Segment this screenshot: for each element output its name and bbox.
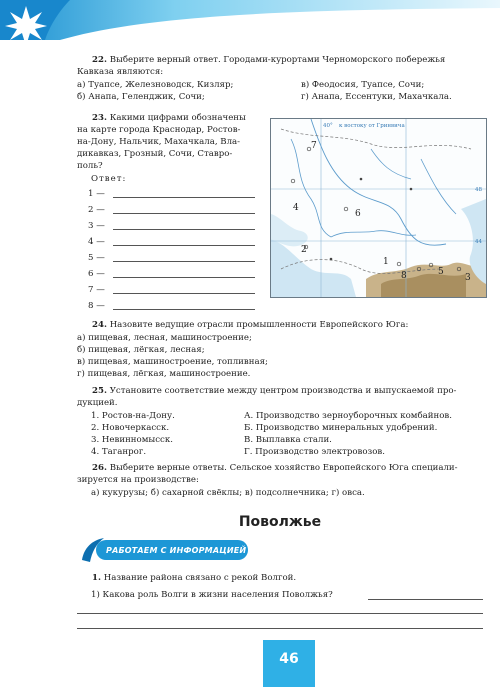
answer-line-4[interactable] — [113, 245, 255, 246]
q25-right-d: Г. Производство электровозов. — [244, 447, 385, 457]
info-banner-text: РАБОТАЕМ С ИНФОРМАЦИЕЙ — [106, 546, 247, 555]
q22-option-c: в) Феодосия, Туапсе, Сочи; — [301, 80, 425, 90]
map-number-8: 8 — [401, 271, 407, 281]
section-title: Поволжье — [238, 514, 322, 530]
map-deg-right1: 48 — [475, 187, 482, 193]
answer-line-8[interactable] — [113, 309, 255, 310]
q23-line1: 23. Какими цифрами обозначены — [92, 113, 246, 123]
map-number-2: 2 — [301, 245, 307, 255]
q25-line2: дукцией. — [77, 398, 118, 408]
map-number-3: 3 — [465, 273, 471, 283]
q25-line1: 25. Установите соответствие между центром производства и выпускаемой про- — [92, 386, 457, 396]
answer-num-6: 6 — — [88, 269, 105, 279]
q25-right-b: Б. Производство минеральных удобрений. — [244, 423, 438, 433]
q22-line2: Кавказа являются: — [77, 67, 164, 77]
answer-line-1[interactable] — [113, 197, 255, 198]
q24-option-a: а) пищевая, лесная, машиностроение; — [77, 333, 252, 343]
task1-answer-line-3[interactable] — [77, 628, 483, 629]
task1-q1: 1) Какова роль Волги в жизни населения Поволжья? — [91, 590, 333, 600]
answer-num-8: 8 — — [88, 301, 105, 311]
page-number: 46 — [279, 651, 299, 667]
task1-answer-line-1[interactable] — [368, 599, 483, 600]
q26-line1: 26. Выберите верные ответы. Сельское хозяйство Европейского Юга специали- — [92, 463, 458, 473]
q26-line2: зируется на производстве: — [77, 475, 199, 485]
q25-left-1: 1. Ростов-на-Дону. — [91, 411, 175, 421]
q24-option-b: б) пищевая, лёгкая, лесная; — [77, 345, 205, 355]
q25-left-2: 2. Новочеркасск. — [91, 423, 170, 433]
q23-line4: дикавказ, Грозный, Сочи, Ставро- — [77, 149, 233, 159]
q25-right-c: В. Выплавка стали. — [244, 435, 332, 445]
answer-line-7[interactable] — [113, 293, 255, 294]
q25-left-3: 3. Невинномысск. — [91, 435, 173, 445]
answer-line-2[interactable] — [113, 213, 255, 214]
map-south-russia — [270, 118, 487, 298]
answer-num-4: 4 — — [88, 237, 105, 247]
answer-num-1: 1 — — [88, 189, 105, 199]
map-number-7: 7 — [311, 141, 317, 151]
q23-line2: на карте города Краснодар, Ростов- — [77, 125, 241, 135]
map-number-1: 1 — [383, 257, 389, 267]
map-number-5: 5 — [438, 267, 444, 277]
q22-option-b: б) Анапа, Геленджик, Сочи; — [77, 92, 205, 102]
task1-line1: 1. Название района связано с рекой Волгой. — [92, 573, 297, 583]
answer-num-2: 2 — — [88, 205, 105, 215]
q22-option-d: г) Анапа, Ессентуки, Махачкала. — [301, 92, 452, 102]
q23-line3: на-Дону, Нальчик, Махачкала, Вла- — [77, 137, 241, 147]
q22-option-a: а) Туапсе, Железноводск, Кизляр; — [77, 80, 234, 90]
q24-option-d: г) пищевая, лёгкая, машиностроение. — [77, 369, 251, 379]
q22-line1: 22. Выберите верный ответ. Городами-курортами Черноморского побережья — [92, 55, 446, 65]
map-deg-right2: 44 — [475, 239, 482, 245]
answer-line-5[interactable] — [113, 261, 255, 262]
star-icon — [4, 4, 48, 48]
q24-line1: 24. Назовите ведущие отрасли промышленности Европейского Юга: — [92, 320, 409, 330]
map-number-4: 4 — [293, 203, 299, 213]
answer-line-3[interactable] — [113, 229, 255, 230]
q23-line5: поль? — [77, 161, 103, 171]
answer-num-7: 7 — — [88, 285, 105, 295]
q25-right-a: А. Производство зерноуборочных комбайнов. — [244, 411, 452, 421]
map-number-6: 6 — [355, 209, 361, 219]
q25-left-4: 4. Таганрог. — [91, 447, 147, 457]
answer-line-6[interactable] — [113, 277, 255, 278]
map-deg-top: 40° — [323, 123, 333, 129]
answer-num-5: 5 — — [88, 253, 105, 263]
answer-label: Ответ: — [91, 174, 127, 184]
header-band — [0, 0, 500, 40]
q26-options: а) кукурузы; б) сахарной свёклы; в) подсолнечника; г) овса. — [91, 488, 365, 498]
map-top-label: к востоку от Гринвича — [339, 123, 405, 129]
map-drawing — [271, 119, 486, 297]
q24-option-c: в) пищевая, машиностроение, топливная; — [77, 357, 268, 367]
answer-num-3: 3 — — [88, 221, 105, 231]
task1-answer-line-2[interactable] — [77, 613, 483, 614]
